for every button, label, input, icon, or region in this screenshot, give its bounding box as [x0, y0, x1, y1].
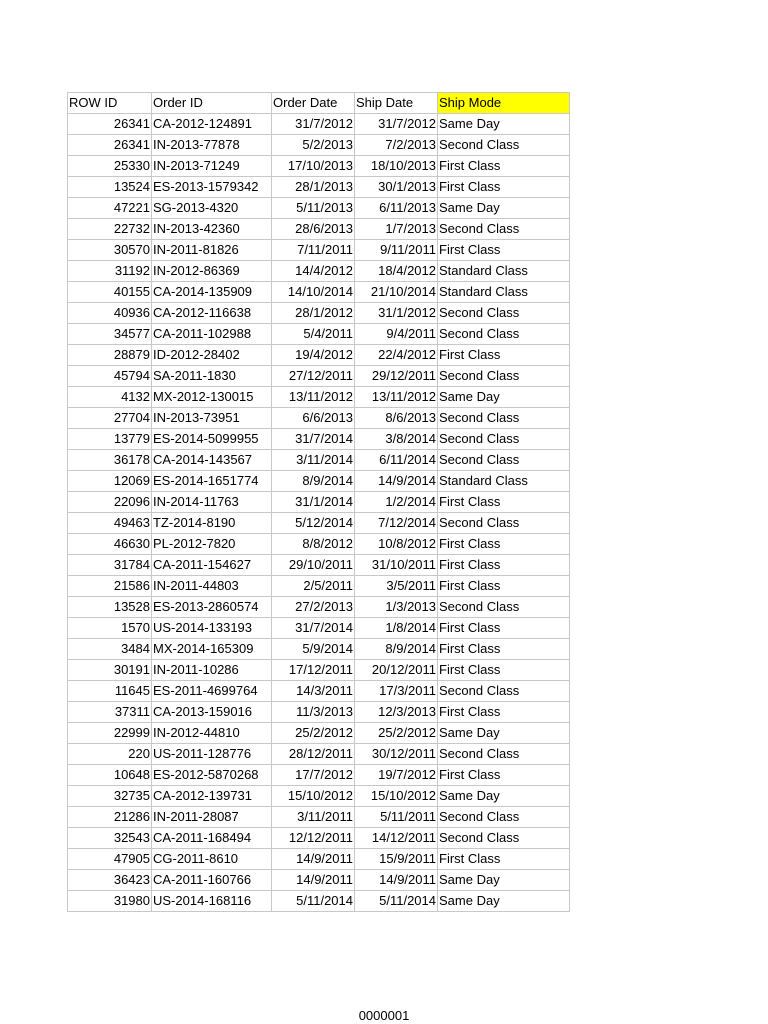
row-id-cell[interactable]: 30191: [68, 660, 152, 681]
ship-mode-cell[interactable]: Second Class: [438, 597, 570, 618]
ship-mode-cell[interactable]: Second Class: [438, 681, 570, 702]
ship-mode-cell[interactable]: Second Class: [438, 513, 570, 534]
order-date-cell[interactable]: 17/12/2011: [272, 660, 355, 681]
ship-date-cell[interactable]: 31/1/2012: [355, 303, 438, 324]
order-id-cell[interactable]: US-2014-168116: [152, 891, 272, 912]
order-id-cell[interactable]: IN-2012-86369: [152, 261, 272, 282]
page-number: 0000001: [358, 1008, 410, 1023]
order-id-cell[interactable]: ID-2012-28402: [152, 345, 272, 366]
order-id-cell[interactable]: IN-2014-11763: [152, 492, 272, 513]
ship-date-cell[interactable]: 6/11/2014: [355, 450, 438, 471]
row-id-cell[interactable]: 34577: [68, 324, 152, 345]
table-row: [68, 303, 570, 324]
row-id-cell[interactable]: 13524: [68, 177, 152, 198]
table-row: [68, 681, 570, 702]
ship-date-cell[interactable]: 30/12/2011: [355, 744, 438, 765]
ship-date-cell[interactable]: 19/7/2012: [355, 765, 438, 786]
order-date-cell[interactable]: 28/1/2012: [272, 303, 355, 324]
row-id-cell[interactable]: 31192: [68, 261, 152, 282]
row-id-cell[interactable]: 37311: [68, 702, 152, 723]
order-date-cell[interactable]: 31/1/2014: [272, 492, 355, 513]
header-row-id[interactable]: ROW ID: [68, 93, 152, 114]
table-row: [68, 156, 570, 177]
row-id-cell[interactable]: 21586: [68, 576, 152, 597]
order-id-cell[interactable]: PL-2012-7820: [152, 534, 272, 555]
order-date-cell[interactable]: 19/4/2012: [272, 345, 355, 366]
row-id-cell[interactable]: 13779: [68, 429, 152, 450]
ship-date-cell[interactable]: 14/9/2011: [355, 870, 438, 891]
table-row: [68, 513, 570, 534]
header-order-date[interactable]: Order Date: [272, 93, 355, 114]
table-row: [68, 597, 570, 618]
ship-mode-cell[interactable]: Second Class: [438, 219, 570, 240]
table-row: [68, 534, 570, 555]
table-row: [68, 135, 570, 156]
ship-date-cell[interactable]: 14/12/2011: [355, 828, 438, 849]
ship-date-cell[interactable]: 6/11/2013: [355, 198, 438, 219]
table-row: [68, 744, 570, 765]
row-id-cell[interactable]: 11645: [68, 681, 152, 702]
row-id-cell[interactable]: 22732: [68, 219, 152, 240]
ship-mode-cell[interactable]: First Class: [438, 345, 570, 366]
order-id-cell[interactable]: CA-2012-139731: [152, 786, 272, 807]
ship-date-cell[interactable]: 15/10/2012: [355, 786, 438, 807]
row-id-cell[interactable]: 25330: [68, 156, 152, 177]
row-id-cell[interactable]: 1570: [68, 618, 152, 639]
ship-date-cell[interactable]: 8/6/2013: [355, 408, 438, 429]
ship-mode-cell[interactable]: Second Class: [438, 450, 570, 471]
table-row: [68, 660, 570, 681]
row-id-cell[interactable]: 47905: [68, 849, 152, 870]
table-row: [68, 807, 570, 828]
order-date-cell[interactable]: 5/4/2011: [272, 324, 355, 345]
header-row: [68, 93, 570, 114]
order-date-cell[interactable]: 2/5/2011: [272, 576, 355, 597]
ship-date-cell[interactable]: 22/4/2012: [355, 345, 438, 366]
ship-date-cell[interactable]: 7/2/2013: [355, 135, 438, 156]
order-date-cell[interactable]: 28/12/2011: [272, 744, 355, 765]
order-date-cell[interactable]: 5/9/2014: [272, 639, 355, 660]
row-id-cell[interactable]: 220: [68, 744, 152, 765]
table-row: [68, 492, 570, 513]
order-id-cell[interactable]: CA-2011-154627: [152, 555, 272, 576]
order-id-cell[interactable]: IN-2011-10286: [152, 660, 272, 681]
row-id-cell[interactable]: 31784: [68, 555, 152, 576]
order-id-cell[interactable]: CA-2011-160766: [152, 870, 272, 891]
ship-mode-cell[interactable]: Same Day: [438, 114, 570, 135]
table-row: [68, 555, 570, 576]
ship-mode-cell[interactable]: First Class: [438, 177, 570, 198]
row-id-cell[interactable]: 13528: [68, 597, 152, 618]
order-id-cell[interactable]: MX-2014-165309: [152, 639, 272, 660]
ship-date-cell[interactable]: 18/10/2013: [355, 156, 438, 177]
order-id-cell[interactable]: ES-2011-4699764: [152, 681, 272, 702]
row-id-cell[interactable]: 26341: [68, 114, 152, 135]
order-id-cell[interactable]: SG-2013-4320: [152, 198, 272, 219]
order-date-cell[interactable]: 14/9/2011: [272, 870, 355, 891]
order-date-cell[interactable]: 5/2/2013: [272, 135, 355, 156]
table-row: [68, 240, 570, 261]
order-id-cell[interactable]: IN-2013-73951: [152, 408, 272, 429]
ship-date-cell[interactable]: 29/12/2011: [355, 366, 438, 387]
table-body: [68, 114, 570, 912]
ship-mode-cell[interactable]: Standard Class: [438, 282, 570, 303]
ship-mode-cell[interactable]: Same Day: [438, 891, 570, 912]
ship-mode-cell[interactable]: First Class: [438, 849, 570, 870]
table-row: [68, 618, 570, 639]
ship-mode-cell[interactable]: First Class: [438, 240, 570, 261]
order-id-cell[interactable]: CA-2014-135909: [152, 282, 272, 303]
ship-mode-cell[interactable]: Second Class: [438, 744, 570, 765]
ship-mode-cell[interactable]: First Class: [438, 702, 570, 723]
table-row: [68, 408, 570, 429]
table-row: [68, 345, 570, 366]
ship-mode-cell[interactable]: Standard Class: [438, 471, 570, 492]
header-ship-date[interactable]: Ship Date: [355, 93, 438, 114]
ship-date-cell[interactable]: 13/11/2012: [355, 387, 438, 408]
order-date-cell[interactable]: 8/9/2014: [272, 471, 355, 492]
table-row: [68, 261, 570, 282]
order-date-cell[interactable]: 31/7/2014: [272, 618, 355, 639]
ship-mode-cell[interactable]: Same Day: [438, 870, 570, 891]
order-date-cell[interactable]: 5/11/2014: [272, 891, 355, 912]
row-id-cell[interactable]: 27704: [68, 408, 152, 429]
order-id-cell[interactable]: CA-2011-168494: [152, 828, 272, 849]
row-id-cell[interactable]: 49463: [68, 513, 152, 534]
table-row: [68, 849, 570, 870]
order-date-cell[interactable]: 3/11/2014: [272, 450, 355, 471]
ship-mode-cell[interactable]: Standard Class: [438, 261, 570, 282]
order-id-cell[interactable]: CA-2011-102988: [152, 324, 272, 345]
row-id-cell[interactable]: 36423: [68, 870, 152, 891]
order-date-cell[interactable]: 8/8/2012: [272, 534, 355, 555]
row-id-cell[interactable]: 10648: [68, 765, 152, 786]
ship-date-cell[interactable]: 3/8/2014: [355, 429, 438, 450]
ship-mode-cell[interactable]: Second Class: [438, 807, 570, 828]
order-date-cell[interactable]: 31/7/2012: [272, 114, 355, 135]
row-id-cell[interactable]: 46630: [68, 534, 152, 555]
order-date-cell[interactable]: 14/3/2011: [272, 681, 355, 702]
row-id-cell[interactable]: 40936: [68, 303, 152, 324]
order-date-cell[interactable]: 31/7/2014: [272, 429, 355, 450]
row-id-cell[interactable]: 21286: [68, 807, 152, 828]
order-id-cell[interactable]: ES-2013-2860574: [152, 597, 272, 618]
table-row: [68, 576, 570, 597]
table-row: [68, 639, 570, 660]
ship-mode-cell[interactable]: First Class: [438, 492, 570, 513]
ship-mode-cell[interactable]: Second Class: [438, 303, 570, 324]
ship-date-cell[interactable]: 10/8/2012: [355, 534, 438, 555]
order-date-cell[interactable]: 7/11/2011: [272, 240, 355, 261]
ship-mode-cell[interactable]: Same Day: [438, 723, 570, 744]
ship-date-cell[interactable]: 14/9/2014: [355, 471, 438, 492]
ship-date-cell[interactable]: 12/3/2013: [355, 702, 438, 723]
order-date-cell[interactable]: 15/10/2012: [272, 786, 355, 807]
order-date-cell[interactable]: 17/7/2012: [272, 765, 355, 786]
table-row: [68, 114, 570, 135]
ship-date-cell[interactable]: 18/4/2012: [355, 261, 438, 282]
table-row: [68, 765, 570, 786]
row-id-cell[interactable]: 26341: [68, 135, 152, 156]
ship-mode-cell[interactable]: Second Class: [438, 366, 570, 387]
ship-date-cell[interactable]: 31/10/2011: [355, 555, 438, 576]
order-id-cell[interactable]: IN-2013-71249: [152, 156, 272, 177]
header-ship-mode[interactable]: Ship Mode: [438, 93, 570, 114]
row-id-cell[interactable]: 31980: [68, 891, 152, 912]
row-id-cell[interactable]: 12069: [68, 471, 152, 492]
table-row: [68, 177, 570, 198]
table-row: [68, 723, 570, 744]
order-id-cell[interactable]: IN-2012-44810: [152, 723, 272, 744]
order-date-cell[interactable]: 3/11/2011: [272, 807, 355, 828]
ship-date-cell[interactable]: 8/9/2014: [355, 639, 438, 660]
ship-mode-cell[interactable]: First Class: [438, 639, 570, 660]
row-id-cell[interactable]: 3484: [68, 639, 152, 660]
order-id-cell[interactable]: CG-2011-8610: [152, 849, 272, 870]
row-id-cell[interactable]: 47221: [68, 198, 152, 219]
order-date-cell[interactable]: 29/10/2011: [272, 555, 355, 576]
ship-mode-cell[interactable]: Same Day: [438, 786, 570, 807]
table-row: [68, 198, 570, 219]
ship-mode-cell[interactable]: First Class: [438, 660, 570, 681]
order-id-cell[interactable]: MX-2012-130015: [152, 387, 272, 408]
order-id-cell[interactable]: US-2014-133193: [152, 618, 272, 639]
ship-date-cell[interactable]: 15/9/2011: [355, 849, 438, 870]
order-date-cell[interactable]: 12/12/2011: [272, 828, 355, 849]
order-date-cell[interactable]: 14/4/2012: [272, 261, 355, 282]
order-id-cell[interactable]: CA-2013-159016: [152, 702, 272, 723]
order-id-cell[interactable]: US-2011-128776: [152, 744, 272, 765]
ship-date-cell[interactable]: 5/11/2011: [355, 807, 438, 828]
order-date-cell[interactable]: 25/2/2012: [272, 723, 355, 744]
order-id-cell[interactable]: IN-2013-77878: [152, 135, 272, 156]
order-id-cell[interactable]: ES-2012-5870268: [152, 765, 272, 786]
ship-date-cell[interactable]: 9/11/2011: [355, 240, 438, 261]
order-date-cell[interactable]: 27/12/2011: [272, 366, 355, 387]
ship-date-cell[interactable]: 30/1/2013: [355, 177, 438, 198]
order-date-cell[interactable]: 13/11/2012: [272, 387, 355, 408]
table-row: [68, 870, 570, 891]
table-row: [68, 786, 570, 807]
table-row: [68, 366, 570, 387]
table-row: [68, 450, 570, 471]
order-date-cell[interactable]: 14/9/2011: [272, 849, 355, 870]
table-row: [68, 891, 570, 912]
row-id-cell[interactable]: 30570: [68, 240, 152, 261]
header-order-id[interactable]: Order ID: [152, 93, 272, 114]
row-id-cell[interactable]: 40155: [68, 282, 152, 303]
order-id-cell[interactable]: CA-2014-143567: [152, 450, 272, 471]
order-date-cell[interactable]: 6/6/2013: [272, 408, 355, 429]
row-id-cell[interactable]: 32543: [68, 828, 152, 849]
order-id-cell[interactable]: ES-2013-1579342: [152, 177, 272, 198]
order-date-cell[interactable]: 5/11/2013: [272, 198, 355, 219]
row-id-cell[interactable]: 36178: [68, 450, 152, 471]
ship-date-cell[interactable]: 1/2/2014: [355, 492, 438, 513]
table-row: [68, 471, 570, 492]
order-id-cell[interactable]: ES-2014-1651774: [152, 471, 272, 492]
ship-date-cell[interactable]: 1/3/2013: [355, 597, 438, 618]
ship-date-cell[interactable]: 20/12/2011: [355, 660, 438, 681]
order-id-cell[interactable]: CA-2012-124891: [152, 114, 272, 135]
order-id-cell[interactable]: TZ-2014-8190: [152, 513, 272, 534]
ship-date-cell[interactable]: 3/5/2011: [355, 576, 438, 597]
order-id-cell[interactable]: ES-2014-5099955: [152, 429, 272, 450]
row-id-cell[interactable]: 22999: [68, 723, 152, 744]
row-id-cell[interactable]: 4132: [68, 387, 152, 408]
ship-date-cell[interactable]: 17/3/2011: [355, 681, 438, 702]
order-date-cell[interactable]: 17/10/2013: [272, 156, 355, 177]
row-id-cell[interactable]: 22096: [68, 492, 152, 513]
order-date-cell[interactable]: 27/2/2013: [272, 597, 355, 618]
order-date-cell[interactable]: 28/6/2013: [272, 219, 355, 240]
order-date-cell[interactable]: 28/1/2013: [272, 177, 355, 198]
order-date-cell[interactable]: 5/12/2014: [272, 513, 355, 534]
table-row: [68, 828, 570, 849]
order-id-cell[interactable]: CA-2012-116638: [152, 303, 272, 324]
table-row: [68, 702, 570, 723]
ship-mode-cell[interactable]: Second Class: [438, 324, 570, 345]
table-row: [68, 324, 570, 345]
ship-date-cell[interactable]: 31/7/2012: [355, 114, 438, 135]
order-date-cell[interactable]: 14/10/2014: [272, 282, 355, 303]
orders-table: [67, 92, 570, 912]
ship-date-cell[interactable]: 9/4/2011: [355, 324, 438, 345]
row-id-cell[interactable]: 45794: [68, 366, 152, 387]
ship-date-cell[interactable]: 21/10/2014: [355, 282, 438, 303]
table-row: [68, 219, 570, 240]
ship-date-cell[interactable]: 1/8/2014: [355, 618, 438, 639]
ship-mode-cell[interactable]: First Class: [438, 576, 570, 597]
ship-mode-cell[interactable]: Second Class: [438, 135, 570, 156]
ship-date-cell[interactable]: 7/12/2014: [355, 513, 438, 534]
ship-mode-cell[interactable]: Same Day: [438, 198, 570, 219]
ship-mode-cell[interactable]: Second Class: [438, 429, 570, 450]
order-date-cell[interactable]: 11/3/2013: [272, 702, 355, 723]
row-id-cell[interactable]: 32735: [68, 786, 152, 807]
table-row: [68, 282, 570, 303]
table-row: [68, 429, 570, 450]
ship-date-cell[interactable]: 25/2/2012: [355, 723, 438, 744]
ship-mode-cell[interactable]: First Class: [438, 765, 570, 786]
ship-mode-cell[interactable]: First Class: [438, 156, 570, 177]
table-row: [68, 387, 570, 408]
order-id-cell[interactable]: IN-2013-42360: [152, 219, 272, 240]
ship-mode-cell[interactable]: Second Class: [438, 828, 570, 849]
order-id-cell[interactable]: IN-2011-44803: [152, 576, 272, 597]
order-id-cell[interactable]: IN-2011-81826: [152, 240, 272, 261]
order-id-cell[interactable]: IN-2011-28087: [152, 807, 272, 828]
order-id-cell[interactable]: SA-2011-1830: [152, 366, 272, 387]
row-id-cell[interactable]: 28879: [68, 345, 152, 366]
ship-mode-cell[interactable]: First Class: [438, 534, 570, 555]
ship-mode-cell[interactable]: First Class: [438, 555, 570, 576]
ship-date-cell[interactable]: 5/11/2014: [355, 891, 438, 912]
ship-date-cell[interactable]: 1/7/2013: [355, 219, 438, 240]
ship-mode-cell[interactable]: First Class: [438, 618, 570, 639]
ship-mode-cell[interactable]: Second Class: [438, 408, 570, 429]
ship-mode-cell[interactable]: Same Day: [438, 387, 570, 408]
